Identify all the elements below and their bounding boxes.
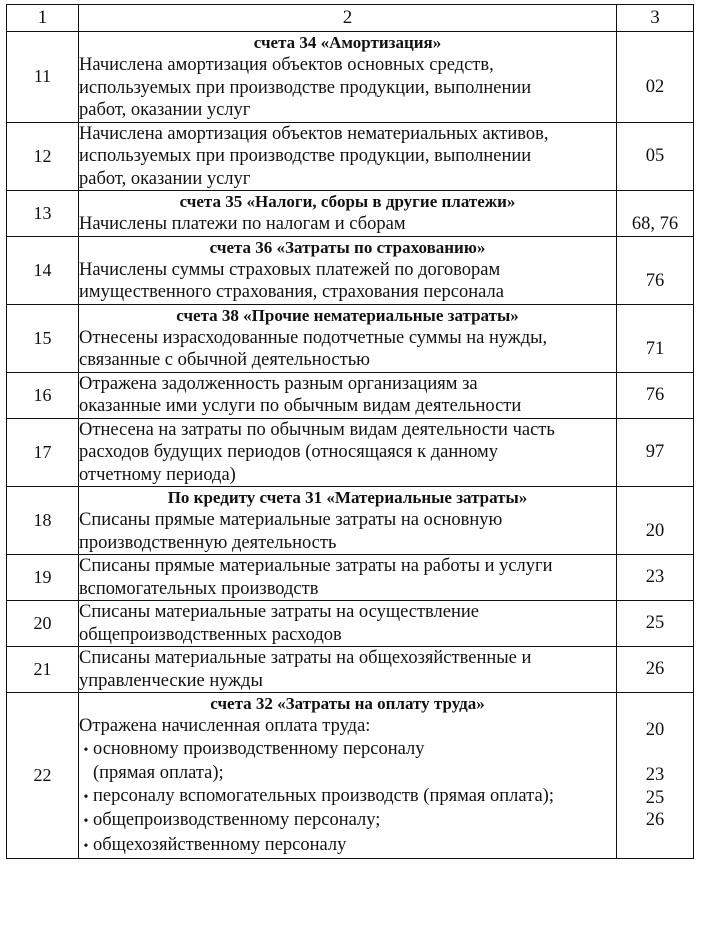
section-heading: счета 32 «Затраты на оплату труда» (210, 694, 485, 713)
header-col-1: 1 (7, 5, 79, 32)
description-line: производственную деятельность (79, 532, 337, 553)
table-row (7, 32, 694, 123)
bullet-item: • персоналу вспомогательных производств (прямая оплата); (79, 785, 616, 810)
header-col-3: 3 (617, 5, 694, 32)
row-number: 14 (7, 236, 79, 304)
description-line: Отражена начисленная оплата труда: (79, 716, 371, 736)
row-description (79, 32, 617, 123)
table-row (7, 601, 694, 647)
row-number: 12 (7, 122, 79, 191)
account-code: 68, 76 (617, 191, 694, 237)
table-row (7, 372, 694, 418)
row-number: 15 (7, 304, 79, 372)
table-row (7, 304, 694, 372)
description-line: Списаны материальные затраты на осуществление (79, 602, 480, 622)
account-code: 25 (617, 601, 694, 647)
description-line: управленческие нужды (79, 670, 263, 691)
section-heading: счета 35 «Налоги, сборы в другие платежи» (179, 192, 516, 211)
description-line: отчетному периода) (79, 464, 236, 485)
account-code: 26 (617, 647, 694, 693)
description-line: Отражена задолженность разным организациям за (79, 373, 478, 394)
table-row (7, 418, 694, 487)
account-code: 20 (617, 487, 694, 555)
description-line: общепроизводственных расходов (79, 624, 342, 645)
row-description (79, 693, 617, 859)
row-number: 11 (7, 32, 79, 123)
account-code: 02 (617, 32, 694, 123)
table-row (7, 647, 694, 693)
account-code: 26 (645, 810, 665, 831)
table-row (7, 693, 694, 859)
row-description (79, 418, 617, 487)
row-description (79, 372, 617, 418)
bullet-item: • основному производственному персоналу (79, 738, 616, 763)
description-line: вспомогательных производств (79, 578, 319, 599)
description-line: Списаны материальные затраты на общехозяйственные и (79, 648, 532, 668)
description-line: Отнесены израсходованные подотчетные суммы на нужды, (79, 327, 548, 348)
table-row (7, 487, 694, 555)
row-number: 17 (7, 418, 79, 487)
section-heading: счета 38 «Прочие нематериальные затраты» (176, 305, 519, 325)
bullet-continuation: (прямая оплата); (93, 763, 224, 783)
description-line: работ, оказании услуг (79, 100, 251, 120)
account-code: 20 (645, 720, 665, 741)
row-number: 18 (7, 487, 79, 555)
row-description (79, 191, 617, 237)
row-description (79, 601, 617, 647)
table-row (7, 191, 694, 237)
header-col-2: 2 (79, 5, 617, 32)
description-line: Начислена амортизация объектов нематериальных активов, (79, 123, 549, 144)
bullet-item: • общехозяйственному персоналу (79, 834, 616, 859)
table-row (7, 555, 694, 601)
description-line: Начислены суммы страховых платежей по договорам (79, 259, 501, 280)
table-row (7, 236, 694, 304)
row-number: 19 (7, 555, 79, 601)
accounting-table (6, 4, 694, 859)
row-description (79, 487, 617, 555)
description-line: Отнесена на затраты по обычным видам деятельности часть (79, 419, 555, 440)
header-row (7, 5, 694, 32)
account-code: 97 (617, 418, 694, 487)
account-code: 23 (645, 765, 665, 786)
description-line: связанные с обычной деятельностью (79, 350, 370, 370)
row-description (79, 304, 617, 372)
description-line: Начислены платежи по налогам и сборам (79, 214, 406, 234)
description-line: используемых при производстве продукции, выполнении (79, 77, 532, 98)
table-body (7, 32, 694, 859)
description-line: Списаны прямые материальные затраты на работы и услуги (79, 556, 553, 576)
account-codes (617, 693, 694, 859)
row-number: 22 (7, 693, 79, 859)
row-number: 16 (7, 372, 79, 418)
row-number: 13 (7, 191, 79, 237)
row-number: 20 (7, 601, 79, 647)
account-code: 23 (617, 555, 694, 601)
row-description (79, 122, 617, 191)
account-spacer (617, 742, 693, 765)
row-description (79, 236, 617, 304)
account-code: 25 (645, 787, 665, 808)
description-line: работ, оказании услуг (79, 168, 251, 189)
description-line: оказанные ими услуги по обычным видам деятельности (79, 396, 522, 416)
description-line: Начислена амортизация объектов основных средств, (79, 55, 494, 75)
section-heading: счета 36 «Затраты по страхованию» (209, 237, 486, 257)
account-code: 05 (617, 122, 694, 191)
section-heading: счета 34 «Амортизация» (253, 33, 442, 52)
row-description (79, 555, 617, 601)
bullet-item: • общепроизводственному персоналу; (79, 809, 616, 834)
row-number: 21 (7, 647, 79, 693)
row-description (79, 647, 617, 693)
account-code: 76 (617, 236, 694, 304)
description-line: используемых при производстве продукции, выполнении (79, 146, 532, 166)
description-line: расходов будущих периодов (относящаяся к данному (79, 442, 498, 462)
description-line: имущественного страхования, страхования персонала (79, 282, 504, 302)
section-heading: По кредиту счета 31 «Материальные затраты» (167, 488, 528, 507)
description-line: Списаны прямые материальные затраты на основную (79, 510, 503, 530)
table-row (7, 122, 694, 191)
account-code: 71 (617, 304, 694, 372)
account-code: 76 (617, 372, 694, 418)
